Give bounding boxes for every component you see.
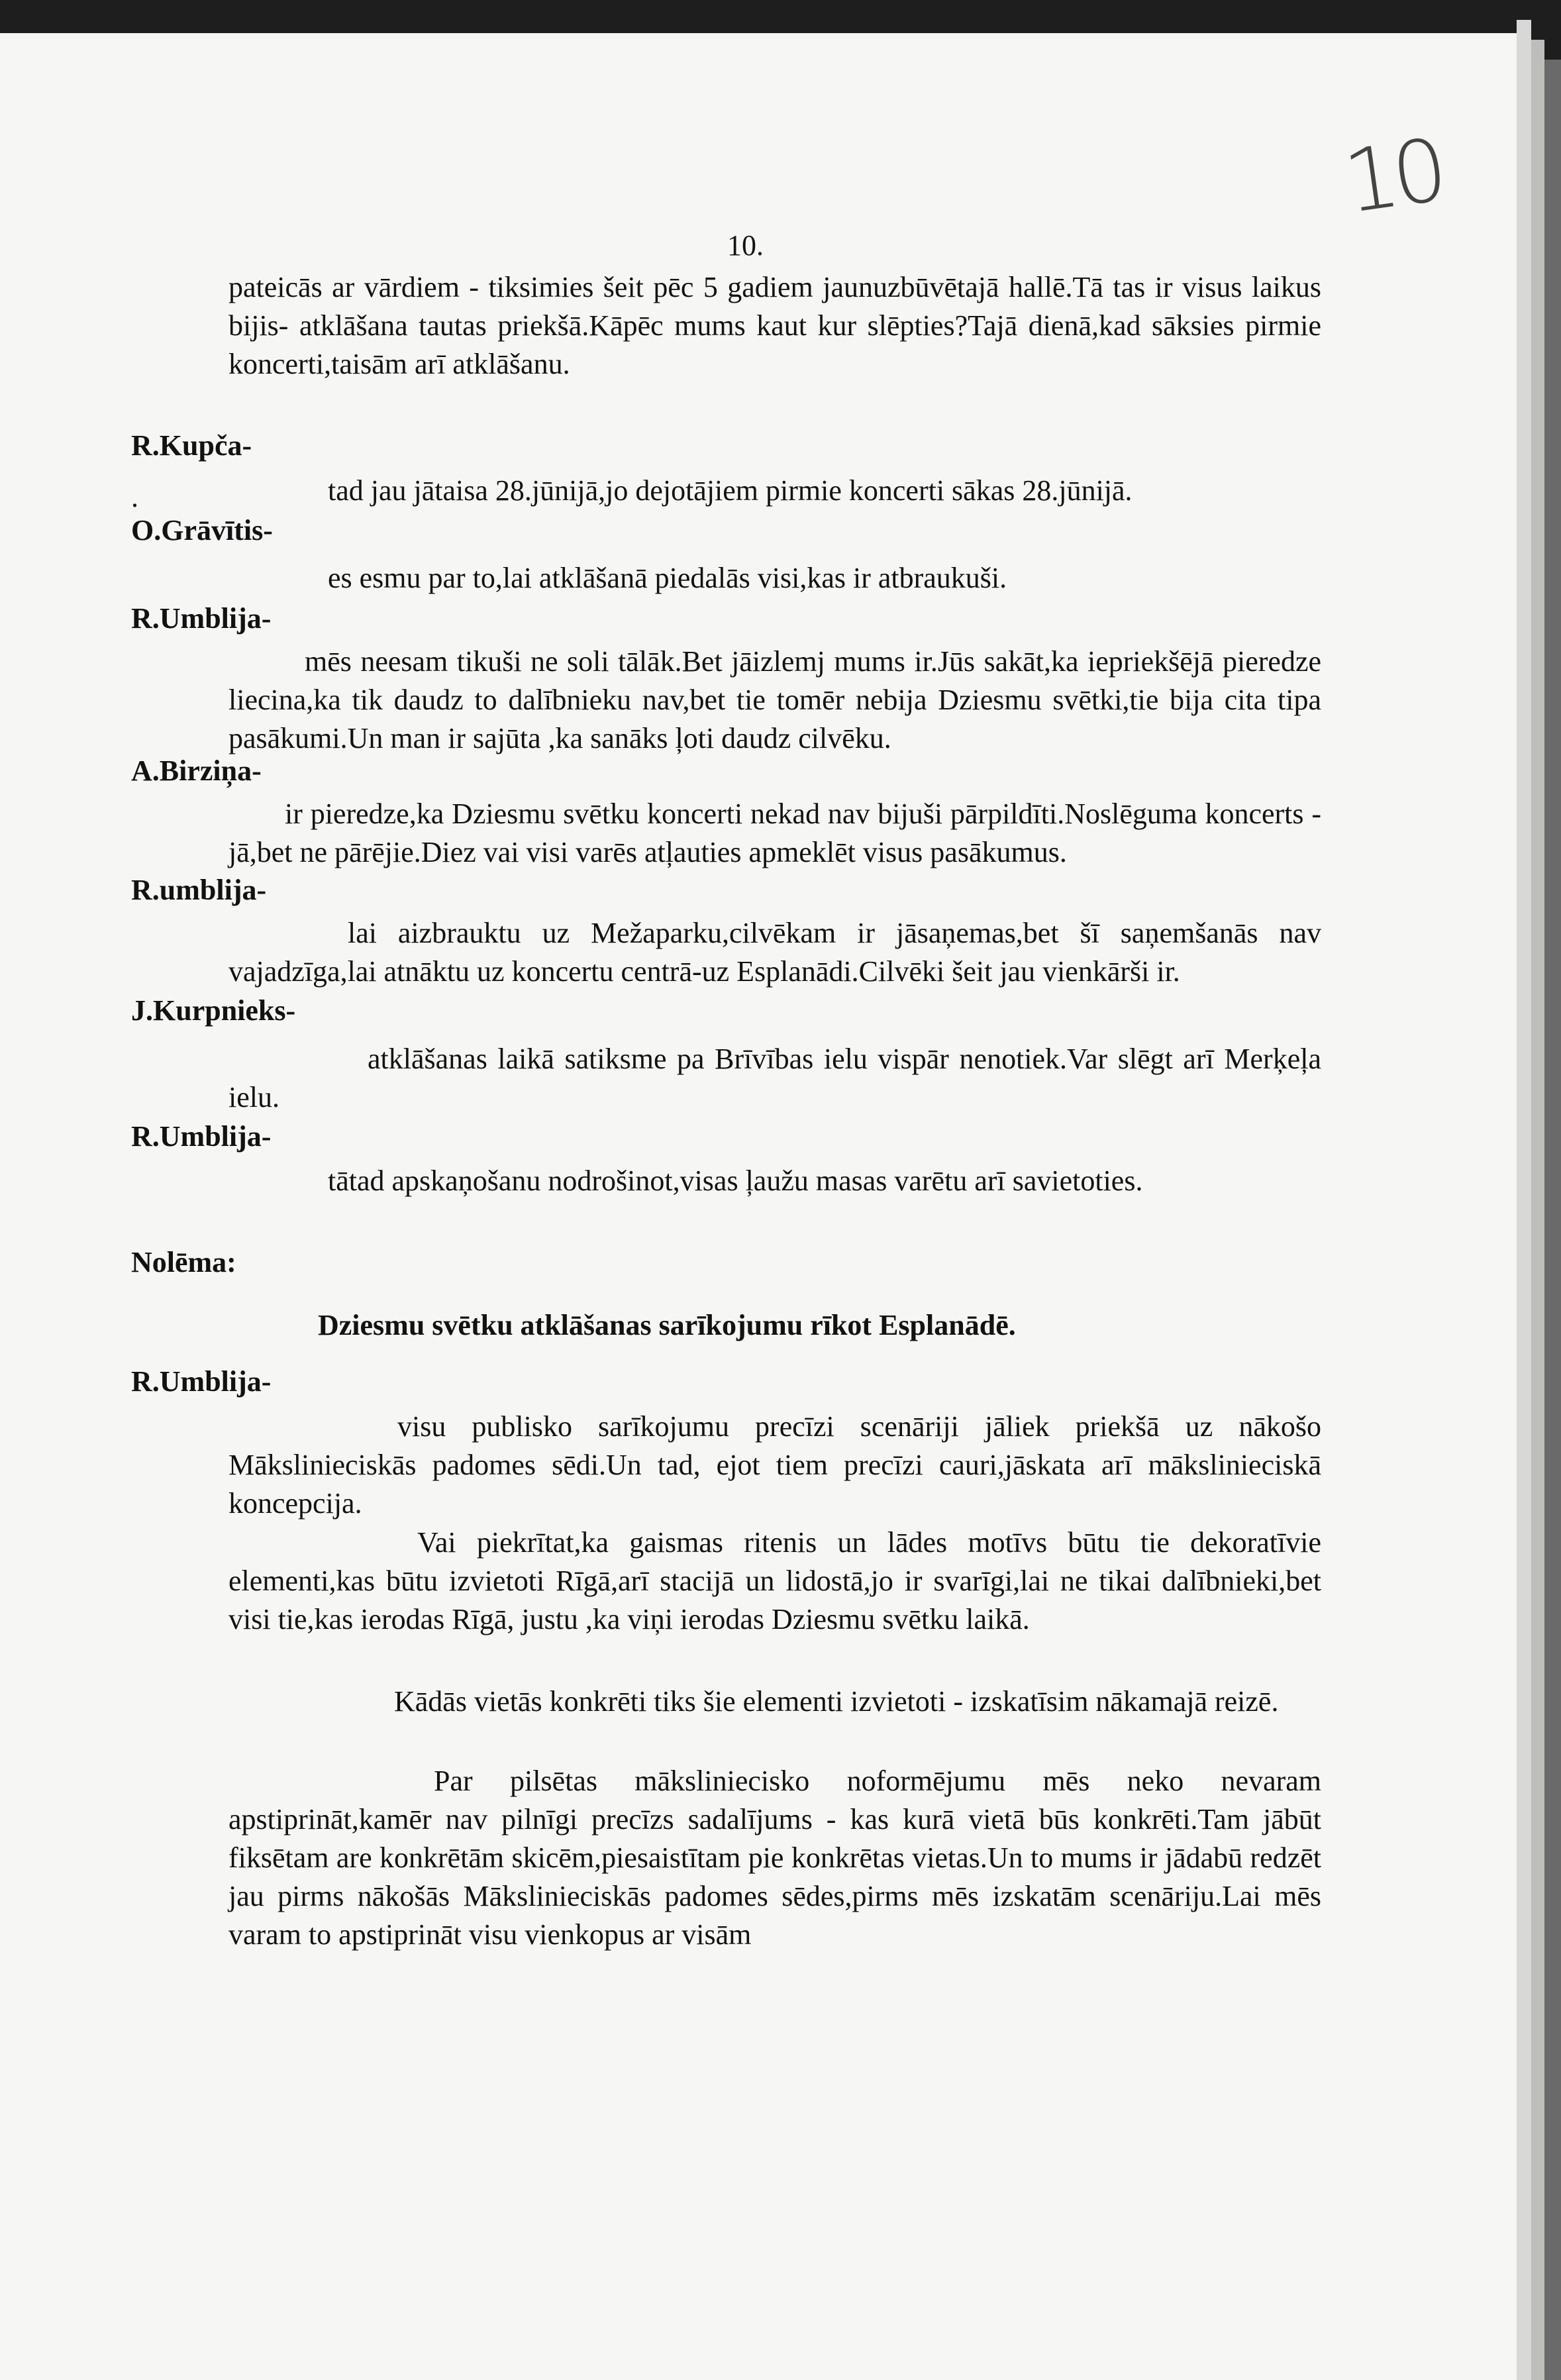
speaker-label: R.Umblija- [131,1365,272,1398]
decision-text: Dziesmu svētku atklāšanas sarīkojumu rīkot Esplanādē. [318,1309,1016,1341]
speech-text: tātad apskaņošanu nodrošinot,visas ļaužu masas varētu arī savietoties. [328,1164,1143,1197]
document-page [0,33,1517,2380]
speaker-label: R.umblija- [131,874,267,906]
speaker-label: R.Umblija- [131,1120,272,1153]
speaker-label: R.Kupča- [131,429,252,462]
speaker-label: J.Kurpnieks- [131,994,296,1027]
stray-mark: . [131,481,138,513]
page-stack-edge [1531,40,1544,2380]
bleed-through-texture [0,33,1517,2380]
paragraph: atklāšanas laikā satiksme pa Brīvības ielu vispār nenotiek.Var slēgt arī Merķeļa ielu. [228,1043,1321,1113]
paragraph: Par pilsētas māksliniecisko noformējumu mēs neko nevaram apstiprināt,kamēr nav pilnīgi precīzs sadalījums - kas kurā vietā būs konkrēti.Tam jābūt fiksētam are konkrētām skicēm,piesaistītam pie konkrētas vietas.Un to mums ir jādabū redzēt jau pirms nākošās Mākslinieciskās padomes sēdes,pirms mēs izskatām scenāriju.Lai mēs varam to apstiprināt visu vienkopus ar visām [228,1765,1321,1951]
page-stack-edge [1517,20,1531,2380]
paragraph: pateicās ar vārdiem - tiksimies šeit pēc 5 gadiem jaunuzbūvētajā hallē.Tā tas ir visus laikus bijis- atklāšana tautas priekšā.Kāpēc mums kaut kur slēpties?Tajā dienā,kad sāksies pirmie koncerti,taisām arī atklāšanu. [228,271,1321,380]
speech-text: tad jau jātaisa 28.jūnijā,jo dejotājiem pirmie koncerti sākas 28.jūnijā. [328,474,1133,507]
page-stack-edge [1544,60,1561,2380]
paragraph: visu publisko sarīkojumu precīzi scenāriji jāliek priekšā uz nākošo Mākslinieciskās padomes sēdi.Un tad, ejot tiem precīzi cauri,jāskata arī mākslinieciskā koncepcija. [228,1410,1321,1520]
handwritten-page-number: 10 [1338,119,1448,233]
speech-text: es esmu par to,lai atklāšanā piedalās visi,kas ir atbraukuši. [328,562,1007,594]
page-number: 10. [727,229,764,262]
speaker-label: A.Birziņa- [131,754,262,787]
paragraph: Kādās vietās konkrēti tiks šie elementi izvietoti - izskatīsim nākamajā reizē. [394,1685,1279,1718]
speaker-label: O.Grāvītis- [131,514,273,546]
speaker-label: R.Umblija- [131,602,272,635]
decision-label: Nolēma: [131,1246,236,1278]
paragraph: mēs neesam tikuši ne soli tālāk.Bet jāizlemj mums ir.Jūs sakāt,ka iepriekšējā pieredze liecina,ka tik daudz to dalībnieku nav,bet tie tomēr nebija Dziesmu svētki,tie bija cita tipa pasākumi.Un man ir sajūta ,ka sanāks ļoti daudz cilvēku. [228,645,1321,754]
paragraph: Vai piekrītat,ka gaismas ritenis un lādes motīvs būtu tie dekoratīvie elementi,kas būtu izvietoti Rīgā,arī stacijā un lidostā,jo ir svarīgi,lai ne tikai dalībnieki,bet visi tie,kas ierodas Rīgā, justu ,ka viņi ierodas Dziesmu svētku laikā. [228,1526,1321,1635]
paragraph: lai aizbrauktu uz Mežaparku,cilvēkam ir jāsaņemas,bet šī saņemšanās nav vajadzīga,lai atnāktu uz koncertu centrā-uz Esplanādi.Cilvēki šeit jau vienkārši ir. [228,917,1321,988]
paragraph: ir pieredze,ka Dziesmu svētku koncerti nekad nav bijuši pārpildīti.Noslēguma koncerts - jā,bet ne pārējie.Diez vai visi varēs atļauties apmeklēt visus pasākumus. [228,798,1321,868]
